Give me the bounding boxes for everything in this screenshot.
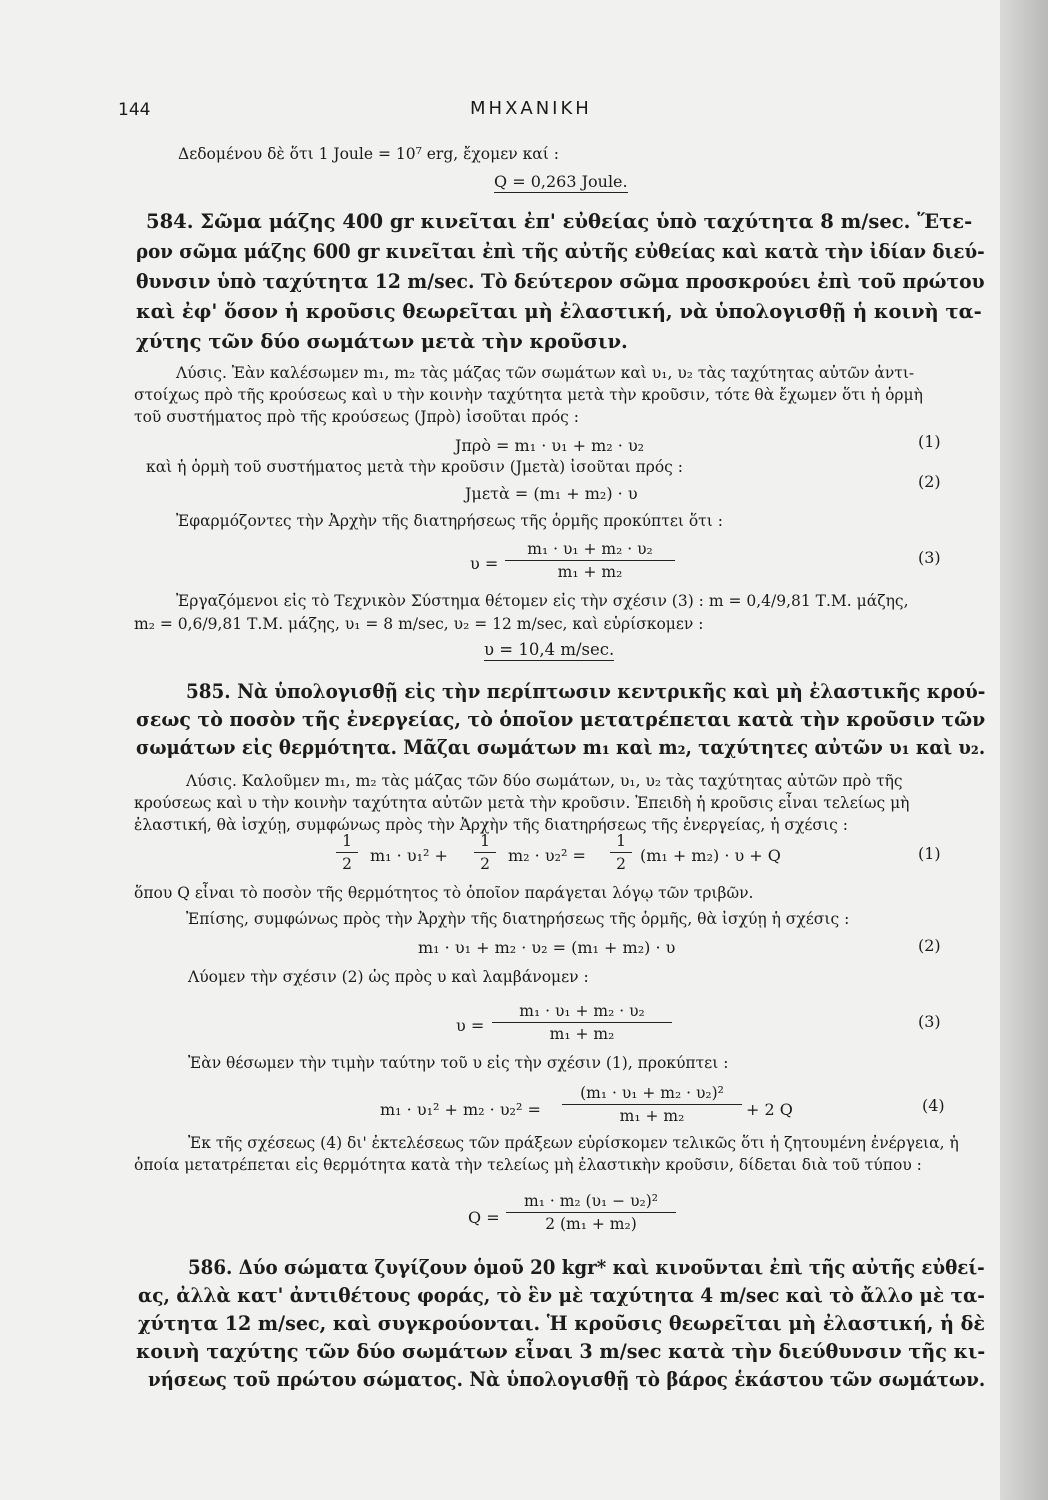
solution-585-line: ἐλαστική, θὰ ἰσχύῃ, συμφώνως πρὸς τὴν Ἀρχὴν τῆς διατηρήσεως τῆς ἐνεργείας, ἡ σχέσις : bbox=[134, 816, 848, 834]
solution-585-line: Ἐὰν θέσωμεν τὴν τιμὴν ταύτην τοῦ υ εἰς τὴν σχέσιν (1), προκύπτει : bbox=[188, 1054, 729, 1072]
equation-585-2: m₁ · υ₁ + m₂ · υ₂ = (m₁ + m₂) · υ bbox=[418, 938, 676, 957]
result-584: υ = 10,4 m/sec. bbox=[484, 640, 615, 659]
problem-586-line: ας, ἀλλὰ κατ' ἀντιθέτους φοράς, τὸ ἓν μὲ ταχύτητα 4 m/sec καὶ τὸ ἄλλο μὲ τα- bbox=[138, 1284, 985, 1307]
solution-585-line: ὁποία μετατρέπεται εἰς θερμότητα κατὰ τὴν τελείως μὴ ἐλαστικὴν κροῦσιν, δίδεται διὰ τοῦ τύπου : bbox=[134, 1156, 922, 1174]
equation-number: (3) bbox=[918, 548, 941, 567]
solution-585-line: κρούσεως καὶ υ τὴν κοινὴν ταχύτητα αὐτῶν μετὰ τὴν κροῦσιν. Ἐπειδὴ ἡ κροῦσις εἶναι τελείως μὴ bbox=[134, 794, 910, 812]
equation-585-4-fraction: $\frac{\text{(m₁ · υ₁ + m₂ · υ₂)²}}{\text{m₁ + m₂}}$ bbox=[562, 1084, 742, 1125]
problem-585-line: σεως τὸ ποσὸν τῆς ἐνεργείας, τὸ ὁποῖον μετατρέπεται κατὰ τὴν κροῦσιν τῶν bbox=[136, 708, 986, 731]
equation-584-2: Jμετὰ = (m₁ + m₂) · υ bbox=[465, 484, 638, 503]
problem-586-line: 586. Δύο σώματα ζυγίζουν ὁμοῦ 20 kgr* καὶ κινοῦνται ἐπὶ τῆς αὐτῆς εὐθεί- bbox=[188, 1256, 985, 1279]
page-edge-shadow bbox=[1000, 0, 1048, 1500]
equation-number: (4) bbox=[922, 1096, 945, 1115]
equation-number: (3) bbox=[918, 1012, 941, 1031]
equation-585-4-rhs: + 2 Q bbox=[746, 1100, 793, 1119]
equation-number: (2) bbox=[918, 472, 941, 491]
equation-585-5-fraction: $\frac{\text{m₁ · m₂ (υ₁ − υ₂)²}}{\text{2 (m₁ + m₂)}}$ bbox=[506, 1192, 676, 1233]
solution-585-line: Λύομεν τὴν σχέσιν (2) ὡς πρὸς υ καὶ λαμβάνομεν : bbox=[188, 968, 589, 986]
equation-number: (1) bbox=[918, 432, 941, 451]
solution-584-line: Ἐργαζόμενοι εἰς τὸ Τεχνικὸν Σύστημα θέτομεν εἰς τὴν σχέσιν (3) : m = 0,4/9,81 Τ.Μ. μάζης, bbox=[176, 592, 909, 610]
equation-585-3-fraction: $\frac{\text{m₁ · υ₁ + m₂ · υ₂}}{\text{m₁ + m₂}}$ bbox=[492, 1002, 672, 1043]
solution-585-line: Ἐκ τῆς σχέσεως (4) δι' ἐκτελέσεως τῶν πράξεων εὑρίσκομεν τελικῶς ὅτι ἡ ζητουμένη ἐνέργεια, ἡ bbox=[188, 1134, 959, 1152]
equation-584-3-fraction: $\frac{\text{m₁ · υ₁ + m₂ · υ₂}}{\text{m₁ + m₂}}$ bbox=[505, 540, 675, 581]
equation-585-1-term-a: m₁ · υ₁² + bbox=[370, 846, 448, 865]
problem-584-line: θυνσιν ὑπὸ ταχύτητα 12 m/sec. Τὸ δεύτερον σῶμα προσκρούει ἐπὶ τοῦ πρώτου bbox=[136, 270, 985, 293]
solution-584-line: Λύσις. Ἐὰν καλέσωμεν m₁, m₂ τὰς μάζας τῶν σωμάτων καὶ υ₁, υ₂ τὰς ταχύτητας αὐτῶν ἀντι- bbox=[176, 364, 915, 382]
solution-584-line: καὶ ἡ ὁρμὴ τοῦ συστήματος μετὰ τὴν κροῦσιν (Jμετὰ) ἰσοῦται πρός : bbox=[146, 458, 684, 476]
problem-584-line: ρον σῶμα μάζης 600 gr κινεῖται ἐπὶ τῆς αὐτῆς εὐθείας καὶ κατὰ τὴν ἰδίαν διεύ- bbox=[136, 240, 985, 263]
half-fraction: $\frac{1}{2}$ bbox=[336, 832, 358, 873]
solution-584-line: Ἐφαρμόζοντες τὴν Ἀρχὴν τῆς διατηρήσεως τῆς ὁρμῆς προκύπτει ὅτι : bbox=[176, 512, 723, 530]
solution-584-line: στοίχως πρὸ τῆς κρούσεως καὶ υ τὴν κοινὴν ταχύτητα μετὰ τὴν κροῦσιν, τότε θὰ ἔχωμεν ὅτι ἡ ὁρμὴ bbox=[134, 386, 923, 404]
problem-586-line: κοινὴ ταχύτης τῶν δύο σωμάτων εἶναι 3 m/sec κατὰ τὴν διεύθυνσιν τῆς κι- bbox=[136, 1340, 986, 1363]
equation-585-5-lhs: Q = bbox=[468, 1208, 500, 1227]
page-number: 144 bbox=[118, 100, 151, 120]
solution-585-line: Λύσις. Καλοῦμεν m₁, m₂ τὰς μάζας τῶν δύο σωμάτων, υ₁, υ₂ τὰς ταχύτητας αὐτῶν πρὸ τῆς bbox=[186, 772, 903, 790]
half-fraction: $\frac{1}{2}$ bbox=[610, 832, 632, 873]
equation-585-1-term-c: (m₁ + m₂) · υ + Q bbox=[640, 846, 781, 865]
problem-585-line: 585. Νὰ ὑπολογισθῇ εἰς τὴν περίπτωσιν κεντρικῆς καὶ μὴ ἐλαστικῆς κρού- bbox=[186, 680, 986, 703]
equation-585-1-term-b: m₂ · υ₂² = bbox=[508, 846, 586, 865]
intro-line: Δεδομένου δὲ ὅτι 1 Joule = 10⁷ erg, ἔχομεν καί : bbox=[178, 145, 559, 163]
solution-585-line: ὅπου Q εἶναι τὸ ποσὸν τῆς θερμότητος τὸ ὁποῖον παράγεται λόγῳ τῶν τριβῶν. bbox=[134, 884, 754, 902]
half-fraction: $\frac{1}{2}$ bbox=[474, 832, 496, 873]
problem-584-line: χύτης τῶν δύο σωμάτων μετὰ τὴν κροῦσιν. bbox=[136, 330, 628, 353]
running-title: ΜΗΧΑΝΙΚΗ bbox=[470, 98, 592, 119]
problem-585-line: σωμάτων εἰς θερμότητα. Μᾶζαι σωμάτων m₁ καὶ m₂, ταχύτητες αὐτῶν υ₁ καὶ υ₂. bbox=[136, 736, 986, 759]
problem-586-line: χύτητα 12 m/sec, καὶ συγκρούονται. Ἡ κροῦσις θεωρεῖται μὴ ἐλαστική, ἡ δὲ bbox=[138, 1312, 986, 1335]
equation-585-3-lhs: υ = bbox=[456, 1016, 485, 1035]
problem-584-line: καὶ ἐφ' ὅσον ἡ κροῦσις θεωρεῖται μὴ ἐλαστική, νὰ ὑπολογισθῇ ἡ κοινὴ τα- bbox=[136, 300, 982, 323]
problem-584-line: 584. Σῶμα μάζης 400 gr κινεῖται ἐπ' εὐθείας ὑπὸ ταχύτητα 8 m/sec. Ἕτε- bbox=[146, 210, 973, 233]
equation-number: (2) bbox=[918, 936, 941, 955]
problem-586-line: νήσεως τοῦ πρώτου σώματος. Νὰ ὑπολογισθῇ τὸ βάρος ἑκάστου τῶν σωμάτων. bbox=[148, 1368, 986, 1391]
solution-585-line: Ἐπίσης, συμφώνως πρὸς τὴν Ἀρχὴν τῆς διατηρήσεως τῆς ὁρμῆς, θὰ ἰσχύῃ ἡ σχέσις : bbox=[186, 910, 850, 928]
equation-584-1: Jπρὸ = m₁ · υ₁ + m₂ · υ₂ bbox=[455, 436, 645, 455]
solution-584-line: τοῦ συστήματος πρὸ τῆς κρούσεως (Jπρὸ) ἰσοῦται πρός : bbox=[134, 408, 579, 426]
equation-number: (1) bbox=[918, 844, 941, 863]
equation-585-4-lhs: m₁ · υ₁² + m₂ · υ₂² = bbox=[380, 1100, 541, 1119]
solution-584-line: m₂ = 0,6/9,81 Τ.Μ. μάζης, υ₁ = 8 m/sec, υ₂ = 12 m/sec, καὶ εὑρίσκομεν : bbox=[134, 615, 704, 633]
equation-584-3-lhs: υ = bbox=[470, 554, 499, 573]
intro-result: Q = 0,263 Joule. bbox=[494, 172, 628, 191]
